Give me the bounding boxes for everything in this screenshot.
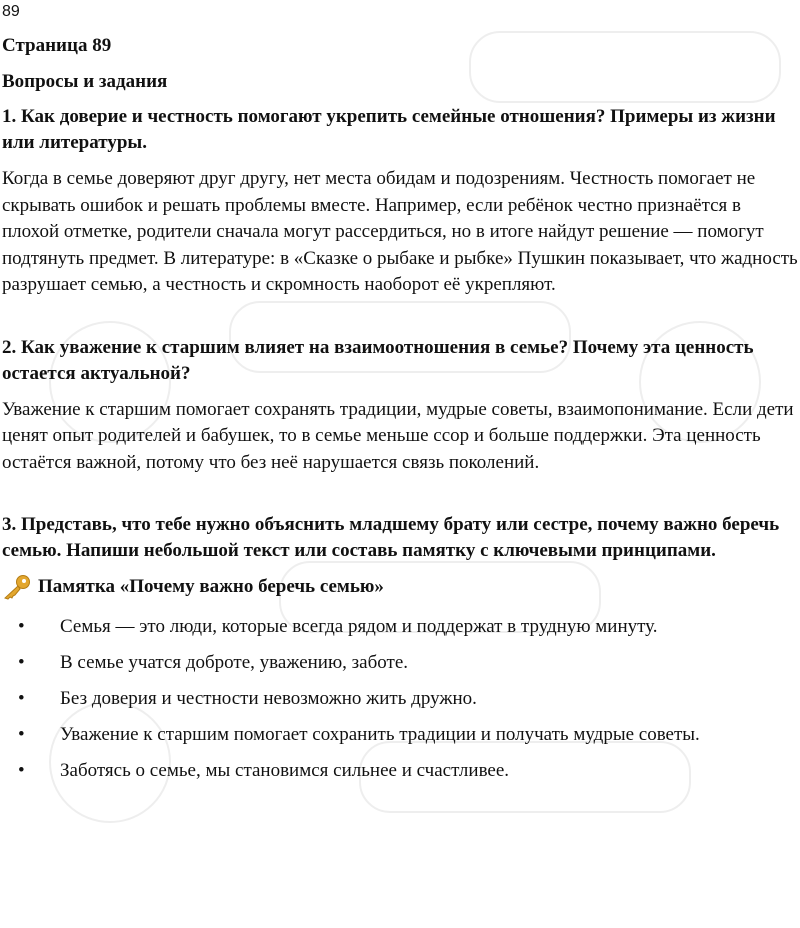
list-item-text: Заботясь о семье, мы становимся сильнее и счастливее. bbox=[60, 760, 510, 781]
bullet: • bbox=[18, 724, 25, 745]
question-1-answer: Когда в семье доверяют друг другу, нет места обидам и подозрениям. Честность помогает не скрывать ошибок и решать проблемы вместе. Например, если ребёнок честно признаётся в плохой отметке, родители сначала могут рассердиться, но в итоге найдут решение — помогут подтянуть предмет. В литературе: в «Сказке о рыбаке и рыбке» Пушкин показывает, что жадность разрушает семью, а честность и скромность наоборот её укрепляют. bbox=[2, 168, 798, 295]
memo-list bbox=[2, 614, 800, 784]
memo-title-text: Памятка «Почему важно беречь семью» bbox=[38, 576, 384, 597]
list-item-text: Уважение к старшим помогает сохранить традиции и получать мудрые советы. bbox=[60, 724, 700, 745]
memo-title bbox=[2, 574, 800, 600]
bullet: • bbox=[18, 616, 25, 637]
question-2-title: 2. Как уважение к старшим влияет на взаимоотношения в семье? Почему эта ценность остается актуальной? bbox=[2, 336, 754, 384]
document-page bbox=[0, 2, 800, 784]
question-3-title: 3. Представь, что тебе нужно объяснить младшему брату или сестре, почему важно беречь семью. Напиши небольшой текст или составь памятку с ключевыми принципами. bbox=[2, 514, 780, 561]
bullet: • bbox=[18, 760, 25, 781]
list-item-text: В семье учатся доброте, уважению, заботе. bbox=[60, 652, 409, 673]
list-item bbox=[2, 758, 800, 784]
key-icon bbox=[2, 574, 32, 600]
list-item bbox=[2, 722, 800, 748]
list-item-text: Без доверия и честности невозможно жить дружно. bbox=[60, 688, 477, 709]
list-item-text: Семья — это люди, которые всегда рядом и поддержат в трудную минуту. bbox=[60, 616, 658, 637]
page-heading: Страница 89 bbox=[2, 35, 112, 56]
list-item bbox=[2, 650, 800, 676]
question-2-answer: Уважение к старшим помогает сохранять традиции, мудрые советы, взаимопонимание. Если дети ценят опыт родителей и бабушек, то в семье меньше ссор и больше поддержки. Эта ценность остаётся важной, потому что без неё нарушается связь поколений. bbox=[2, 398, 794, 473]
list-item bbox=[2, 686, 800, 712]
bullet: • bbox=[18, 652, 25, 673]
bullet: • bbox=[18, 688, 25, 709]
section-heading: Вопросы и задания bbox=[2, 71, 168, 92]
page-number: 89 bbox=[2, 3, 20, 20]
list-item bbox=[2, 614, 800, 640]
question-1-title: 1. Как доверие и честность помогают укрепить семейные отношения? Примеры из жизни или литературы. bbox=[2, 106, 776, 153]
